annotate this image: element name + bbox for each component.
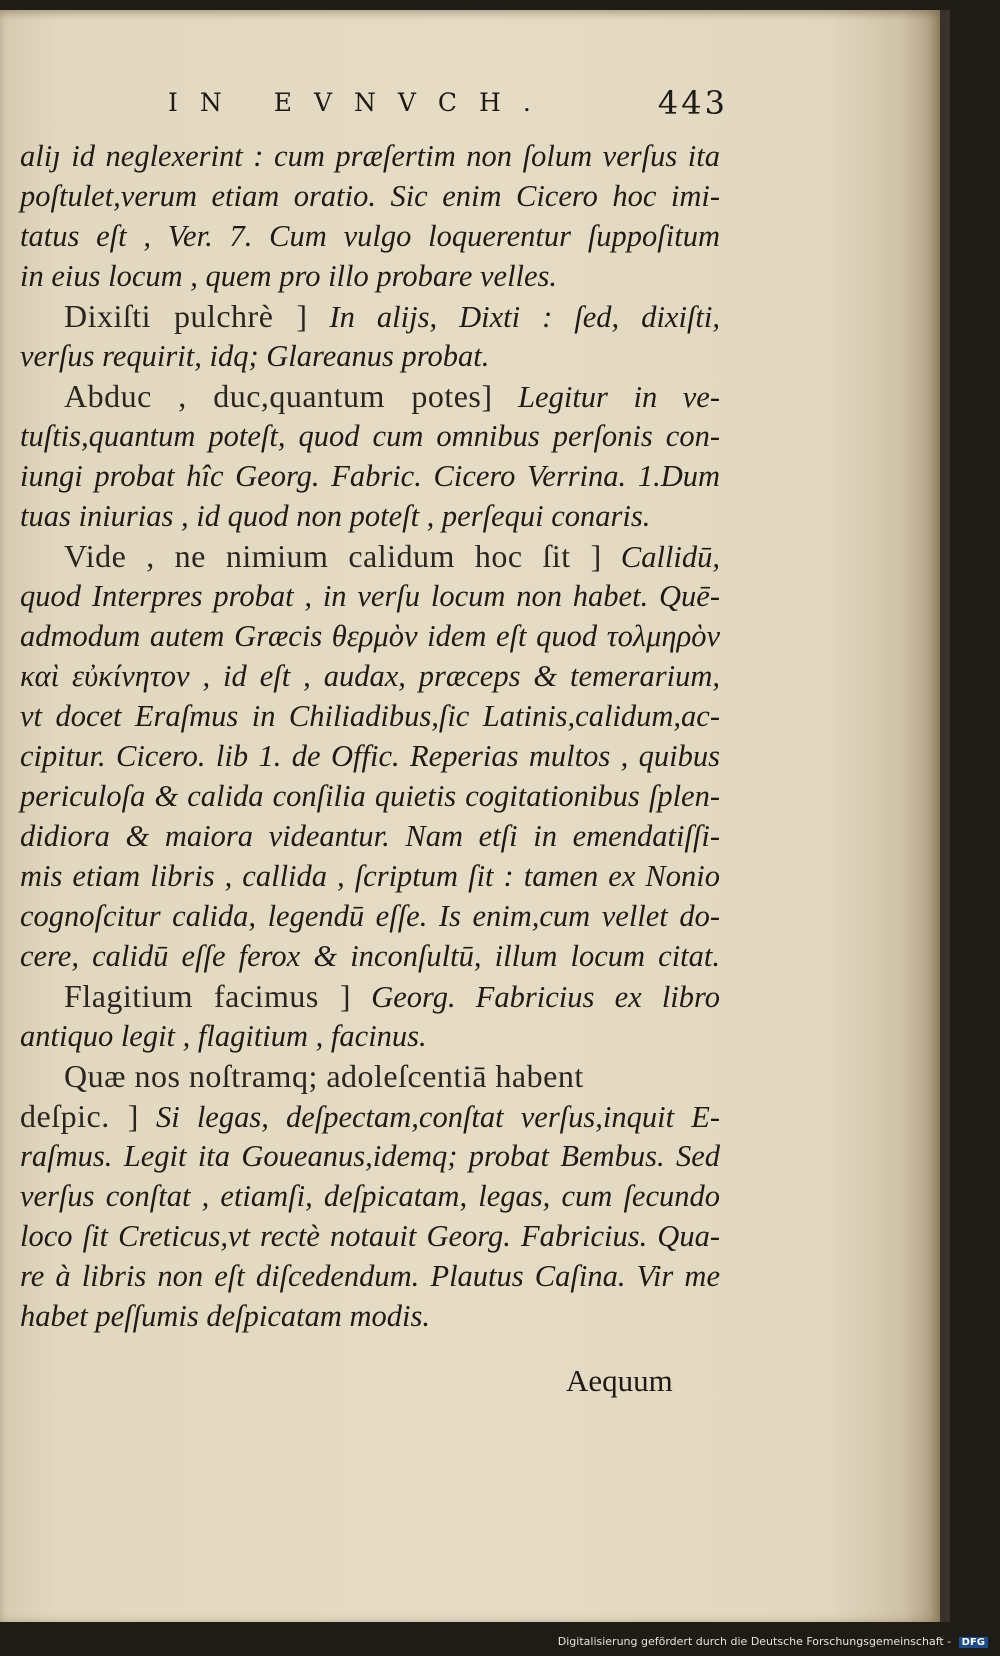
commentary: loco ſit Creticus,vt rectè notauit Georg. Fabricius. Qua-	[20, 1219, 720, 1253]
commentary: poſtulet,verum etiam oratio. Sic enim Cicero hoc imi-	[20, 179, 720, 213]
text-line	[20, 616, 720, 656]
text-line	[20, 376, 720, 416]
text-line	[20, 576, 720, 616]
text-line	[20, 296, 720, 336]
text-line	[20, 816, 720, 856]
commentary: cere, calidū eſſe ferox & inconſultū, illum locum citat.	[20, 939, 720, 973]
text-line	[20, 856, 720, 896]
text-line	[20, 1016, 720, 1056]
text-line	[20, 496, 720, 536]
commentary: cipitur. Cicero. lib 1. de Offic. Reperias multos , quibus	[20, 739, 720, 773]
commentary: habet peſſumis deſpicatam modis.	[20, 1299, 431, 1333]
commentary: didiora & maiora videantur. Nam etſi in emendatiſſi-	[20, 819, 720, 853]
text-line	[20, 976, 720, 1016]
lemma: Vide , ne nimium calidum hoc ſit ]	[64, 538, 602, 574]
text-line	[20, 256, 720, 296]
commentary: cognoſcitur calida, legendū eſſe. Is enim,cum vellet do-	[20, 899, 720, 933]
commentary-text-block	[20, 136, 720, 1336]
text-line	[20, 1176, 720, 1216]
lemma: Flagitium facimus ]	[64, 978, 352, 1014]
running-head: IN EVNVCH.	[168, 88, 553, 117]
commentary: aliȷ id neglexerint : cum præſertim non ſolum verſus ita	[20, 139, 720, 173]
text-line	[20, 1056, 720, 1096]
commentary: admodum autem Græcis θερμὸν idem eſt quod τολμηρὸν	[20, 619, 720, 653]
commentary: Si legas, deſpectam,conſtat verſus,inquit E-	[138, 1100, 720, 1134]
credit-text: Digitalisierung gefördert durch die Deutsche Forschungsgemeinschaft -	[557, 1635, 952, 1648]
text-line	[20, 176, 720, 216]
commentary: verſus requirit, idq; Glareanus probat.	[20, 339, 490, 373]
commentary: Legitur in ve-	[492, 380, 720, 414]
page-edge	[940, 10, 950, 1622]
digitization-credit	[558, 1635, 988, 1648]
text-line	[20, 136, 720, 176]
text-line	[20, 1296, 720, 1336]
page-number: 443	[657, 84, 728, 122]
commentary: tuſtis,quantum poteſt, quod cum omnibus perſonis con-	[20, 419, 720, 453]
text-line	[20, 656, 720, 696]
commentary: Callidū,	[601, 540, 721, 574]
text-line	[20, 1256, 720, 1296]
text-line	[20, 216, 720, 256]
commentary: iungi probat hîc Georg. Fabric. Cicero Verrina. 1.Dum	[20, 459, 720, 493]
lemma: Abduc , duc,quantum potes]	[64, 378, 493, 414]
commentary: raſmus. Legit ita Goueanus,idemq; probat Bembus. Sed	[20, 1139, 720, 1173]
text-line	[20, 896, 720, 936]
commentary: in eius locum , quem pro illo probare velles.	[20, 259, 558, 293]
text-line	[20, 336, 720, 376]
commentary: tatus eſt , Ver. 7. Cum vulgo loquerentur ſuppoſitum	[20, 219, 720, 253]
catchword: Aequum	[566, 1363, 673, 1398]
page-header	[168, 84, 728, 124]
text-line	[20, 1136, 720, 1176]
commentary: periculoſa & calida conſilia quietis cogitationibus ſplen-	[20, 779, 720, 813]
text-line	[20, 416, 720, 456]
text-line	[20, 696, 720, 736]
commentary: Georg. Fabricius ex libro	[351, 980, 721, 1014]
commentary: verſus conſtat , etiamſi, deſpicatam, legas, cum ſecundo	[20, 1179, 720, 1213]
text-line	[20, 776, 720, 816]
commentary: tuas iniurias , id quod non poteſt , perſequi conaris.	[20, 499, 651, 533]
lemma: Dixiſti pulchrè ]	[64, 298, 308, 334]
lemma: deſpic. ]	[20, 1098, 139, 1134]
lemma: Quæ nos noſtramq; adoleſcentiā habent	[64, 1058, 584, 1094]
text-line	[20, 1096, 720, 1136]
commentary: vt docet Eraſmus in Chiliadibus,ſic Latinis,calidum,ac-	[20, 699, 720, 733]
commentary: καὶ εὐκίνητον , id eſt , audax, præceps & temerarium,	[20, 659, 720, 693]
text-line	[20, 936, 720, 976]
text-line	[20, 536, 720, 576]
commentary: In alijs, Dixti : ſed, dixiſti,	[307, 300, 720, 334]
commentary: mis etiam libris , callida , ſcriptum ſit : tamen ex Nonio	[20, 859, 720, 893]
commentary: quod Interpres probat , in verſu locum non habet. Quē-	[20, 579, 720, 613]
text-line	[20, 1216, 720, 1256]
commentary: re à libris non eſt diſcedendum. Plautus Caſina. Vir me	[20, 1259, 720, 1293]
commentary: antiquo legit , flagitium , facinus.	[20, 1019, 427, 1053]
dfg-logo: DFG	[959, 1637, 988, 1648]
text-line	[20, 736, 720, 776]
text-line	[20, 456, 720, 496]
